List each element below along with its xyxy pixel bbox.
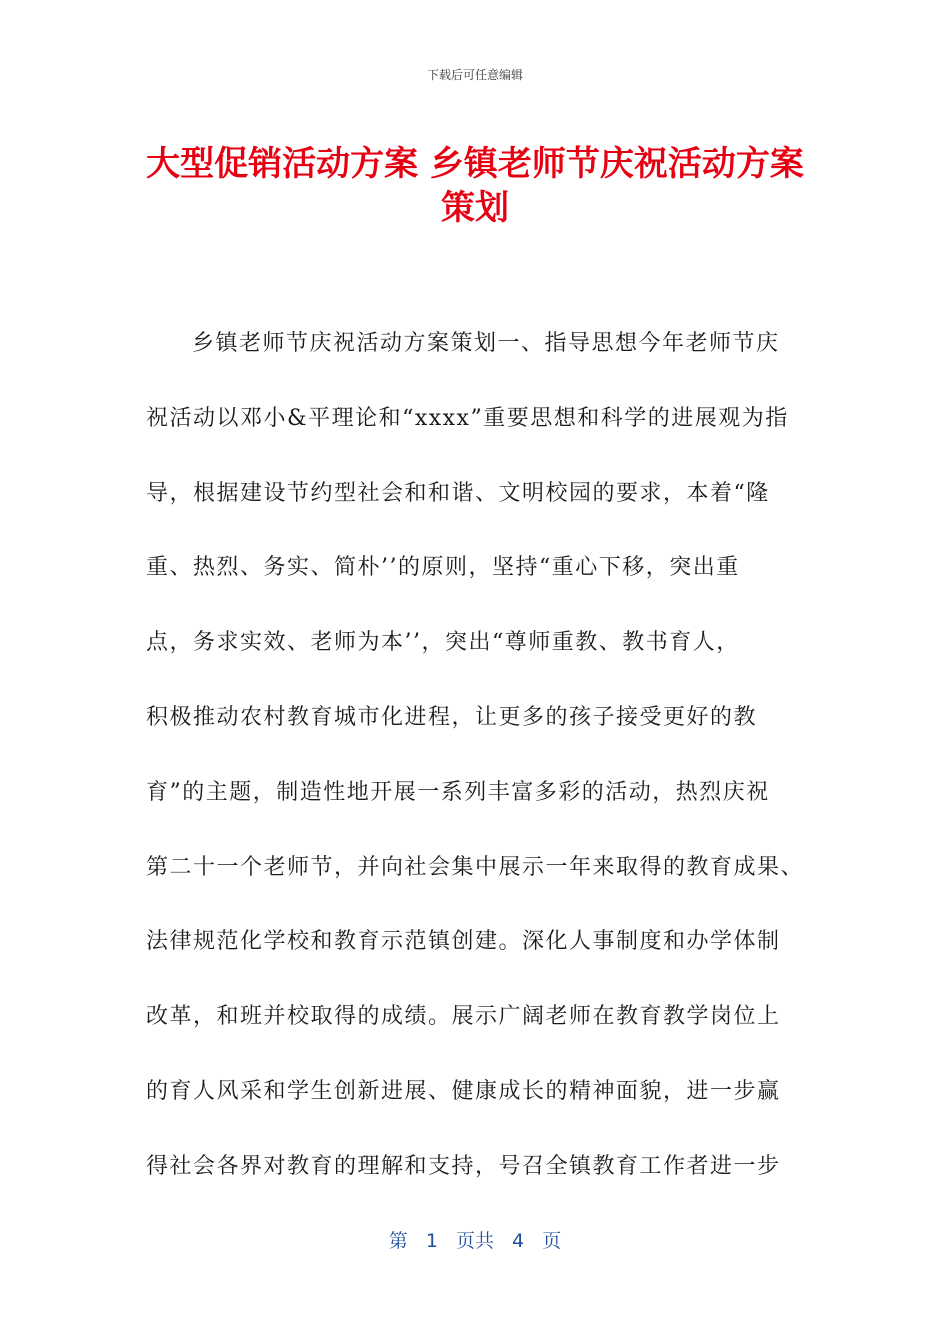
body-paragraph <box>146 321 826 1219</box>
footer-total-pages: 4 <box>512 1230 525 1252</box>
body-line: 乡镇老师节庆祝活动方案策划一、指导思想今年老师节庆 <box>192 331 780 356</box>
footer-label-total: 页共 <box>455 1230 494 1252</box>
body-line: 祝活动以邓小&平理论和“xxxx”重要思想和科学的进展观为指 <box>146 405 789 431</box>
body-line: 改革，和班并校取得的成绩。展示广阔老师在教育教学岗位上 <box>146 1004 781 1030</box>
body-line: 导，根据建设节约型社会和和谐、文明校园的要求，本着“隆 <box>146 480 770 506</box>
header-note: 下载后可任意编辑 <box>426 68 523 82</box>
body-line: 法律规范化学校和教育示范镇创建。深化人事制度和办学体制 <box>146 929 781 955</box>
body-line: 的育人风采和学生创新进展、健康成长的精神面貌，进一步赢 <box>146 1078 781 1104</box>
body-line: 重、热烈、务实、简朴’’的原则，坚持“重心下移，突出重 <box>146 555 740 581</box>
body-line: 得社会各界对教育的理解和支持，号召全镇教育工作者进一步 <box>146 1153 781 1179</box>
document-title <box>100 142 850 230</box>
document-title-line-2: 策划 <box>441 188 509 228</box>
footer-label-page: 第 <box>388 1230 408 1252</box>
body-line: 第二十一个老师节，并向社会集中展示一年来取得的教育成果、 <box>146 854 805 880</box>
body-line: 积极推动农村教育城市化进程，让更多的孩子接受更好的教 <box>146 704 758 730</box>
page-footer <box>0 1226 950 1253</box>
body-line: 育”的主题，制造性地开展一系列丰富多彩的活动，热烈庆祝 <box>146 779 770 805</box>
footer-label-end: 页 <box>542 1230 562 1252</box>
body-line: 点，务求实效、老师为本’’，突出“尊师重教、教书育人， <box>146 630 740 656</box>
footer-current-page: 1 <box>425 1230 438 1252</box>
document-title-line-1: 大型促销活动方案 乡镇老师节庆祝活动方案 <box>146 144 804 184</box>
